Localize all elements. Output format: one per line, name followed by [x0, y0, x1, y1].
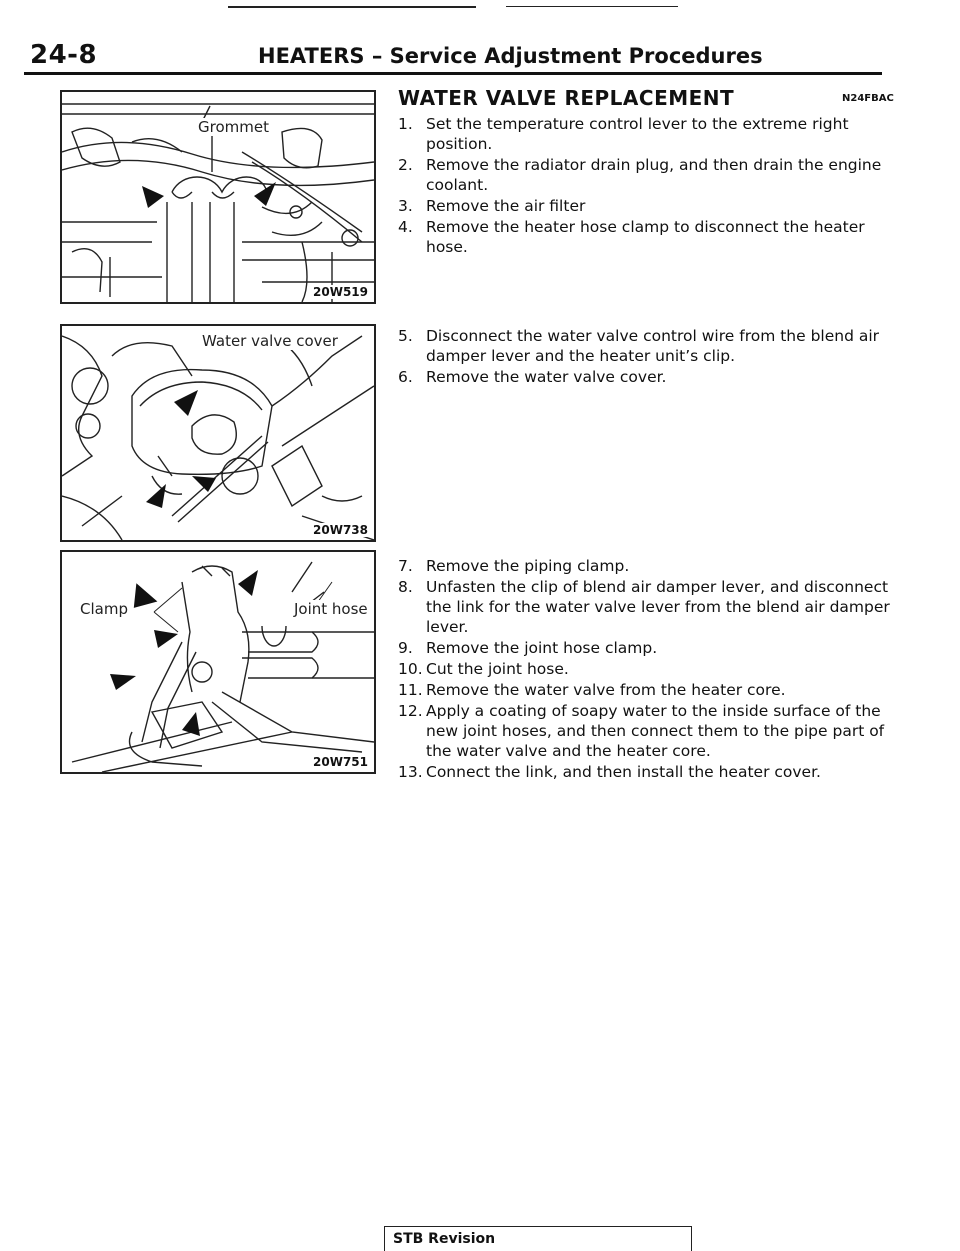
figure-code: 20W738 [313, 523, 368, 537]
step-text: Disconnect the water valve control wire from the blend air damper lever and the heater unit’s clip. [426, 327, 880, 365]
figure-joint-hose [60, 550, 376, 774]
step-number: 12. [398, 702, 423, 720]
page-number: 24-8 [30, 40, 98, 70]
step-text: Cut the joint hose. [426, 660, 569, 678]
step-number: 13. [398, 763, 423, 781]
figure-water-valve-cover [60, 324, 376, 542]
step-text: Connect the link, and then install the heater cover. [426, 763, 821, 781]
step-number: 9. [398, 639, 413, 657]
footer-revision-box [384, 1226, 692, 1251]
step-text: Set the temperature control lever to the extreme right position. [426, 115, 849, 153]
footer-revision-label: STB Revision [393, 1231, 496, 1247]
label-grommet: Grommet [198, 118, 269, 136]
figure-grommet [60, 90, 376, 304]
list-item [398, 556, 898, 576]
figure-code: 20W519 [313, 285, 368, 299]
step-text: Remove the piping clamp. [426, 557, 630, 575]
list-item [398, 638, 898, 658]
step-text: Unfasten the clip of blend air damper lever, and disconnect the link for the water valve lever from the blend air damper lever. [426, 578, 890, 636]
top-rule-right [506, 6, 678, 7]
step-number: 11. [398, 681, 423, 699]
step-number: 2. [398, 156, 413, 174]
step-number: 5. [398, 327, 413, 345]
step-text: Remove the radiator drain plug, and then drain the engine coolant. [426, 156, 882, 194]
list-item [398, 155, 898, 195]
step-number: 1. [398, 115, 413, 133]
top-rule-left [228, 6, 476, 8]
steps-group-3 [398, 556, 898, 783]
list-item [398, 217, 898, 257]
step-text: Remove the heater hose clamp to disconnect the heater hose. [426, 218, 865, 256]
figure-water-valve-cover-drawing [62, 326, 374, 540]
list-item [398, 659, 898, 679]
list-item [398, 701, 898, 761]
list-item [398, 196, 898, 216]
step-text: Remove the air filter [426, 197, 586, 215]
label-clamp: Clamp [80, 600, 128, 618]
step-text: Remove the water valve from the heater core. [426, 681, 786, 699]
step-number: 4. [398, 218, 413, 236]
step-text: Remove the joint hose clamp. [426, 639, 658, 657]
list-item [398, 114, 898, 154]
steps-group-2 [398, 326, 898, 388]
step-number: 8. [398, 578, 413, 596]
label-joint-hose: Joint hose [294, 600, 368, 618]
list-item [398, 577, 898, 637]
step-number: 3. [398, 197, 413, 215]
page-title: HEATERS – Service Adjustment Procedures [258, 44, 763, 68]
list-item [398, 367, 898, 387]
step-text: Apply a coating of soapy water to the inside surface of the new joint hoses, and then connect them to the pipe part of the water valve and the heater core. [426, 702, 885, 760]
list-item [398, 680, 898, 700]
step-number: 7. [398, 557, 413, 575]
steps-group-1 [398, 114, 898, 258]
figure-joint-hose-drawing [62, 552, 374, 772]
section-code: N24FBAC [842, 93, 894, 104]
step-number: 6. [398, 368, 413, 386]
figure-code: 20W751 [313, 755, 368, 769]
step-number: 10. [398, 660, 423, 678]
section-title: WATER VALVE REPLACEMENT [398, 86, 735, 110]
list-item [398, 326, 898, 366]
step-text: Remove the water valve cover. [426, 368, 667, 386]
label-water-valve-cover: Water valve cover [202, 332, 338, 350]
header-divider [24, 72, 882, 75]
list-item [398, 762, 898, 782]
